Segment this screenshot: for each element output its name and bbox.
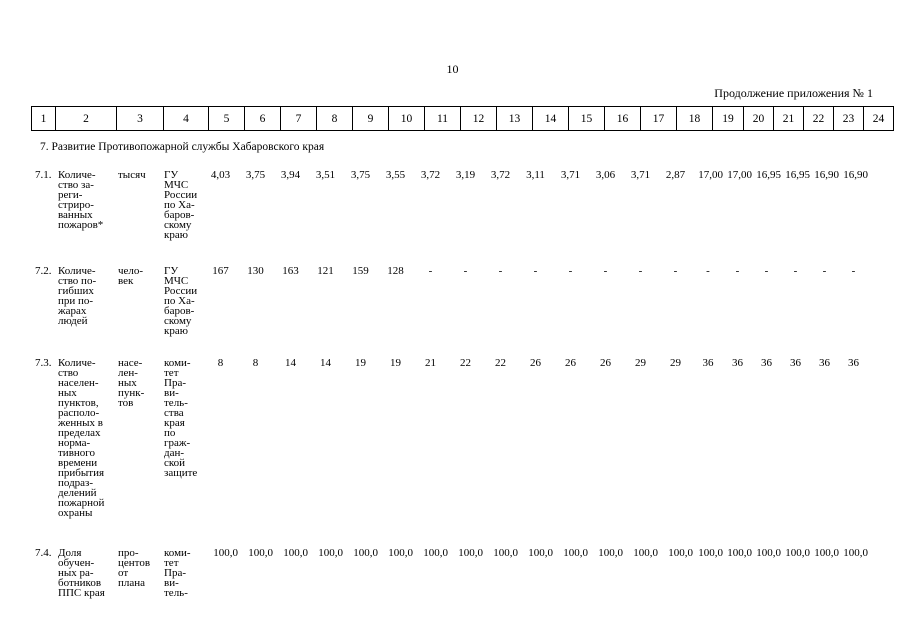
value-cell: 159 xyxy=(352,265,369,277)
value-cell: 16,90 xyxy=(843,169,868,181)
value-cell: 16,90 xyxy=(814,169,839,181)
header-col-2: 2 xyxy=(56,107,117,131)
value-cell: 100,0 xyxy=(388,547,413,559)
header-col-22: 22 xyxy=(804,107,834,131)
value-cell: 3,71 xyxy=(630,169,651,181)
value-cell: 100,0 xyxy=(727,547,752,559)
value-cell: 100,0 xyxy=(528,547,553,559)
value-cell: - xyxy=(822,265,827,277)
value-cell: 8 xyxy=(252,357,259,369)
value-cell: 100,0 xyxy=(423,547,448,559)
value-cell: 26 xyxy=(530,357,541,369)
continuation-label: Продолжение приложения № 1 xyxy=(714,86,873,100)
value-cell: 3,19 xyxy=(455,169,476,181)
header-col-4: 4 xyxy=(164,107,209,131)
value-cell: 3,75 xyxy=(350,169,371,181)
value-cell: 100,0 xyxy=(213,547,238,559)
value-cell: 36 xyxy=(819,357,830,369)
value-cell: - xyxy=(463,265,468,277)
header-col-14: 14 xyxy=(533,107,569,131)
header-col-24: 24 xyxy=(864,107,894,131)
value-cell: - xyxy=(568,265,573,277)
value-cell: 100,0 xyxy=(668,547,693,559)
value-cell: 100,0 xyxy=(698,547,723,559)
unit-cell: чело- век xyxy=(118,265,144,287)
value-cell: 17,00 xyxy=(698,169,723,181)
header-col-10: 10 xyxy=(389,107,425,131)
header-col-1: 1 xyxy=(32,107,56,131)
unit-cell: насе- лен- ных пунк- тов xyxy=(118,357,145,409)
value-cell: 19 xyxy=(390,357,401,369)
header-col-23: 23 xyxy=(834,107,864,131)
value-cell: - xyxy=(764,265,769,277)
header-col-3: 3 xyxy=(117,107,164,131)
value-cell: 14 xyxy=(285,357,296,369)
header-col-17: 17 xyxy=(641,107,677,131)
value-cell: 26 xyxy=(565,357,576,369)
value-cell: 163 xyxy=(282,265,299,277)
row-index: 7.3. xyxy=(35,357,52,369)
value-cell: 16,95 xyxy=(785,169,810,181)
value-cell: 130 xyxy=(247,265,264,277)
value-cell: 100,0 xyxy=(814,547,839,559)
value-cell: 3,94 xyxy=(280,169,301,181)
value-cell: - xyxy=(706,265,710,277)
value-cell: 128 xyxy=(387,265,404,277)
value-cell: 100,0 xyxy=(493,547,518,559)
value-cell: 26 xyxy=(600,357,611,369)
value-cell: 36 xyxy=(761,357,772,369)
header-col-16: 16 xyxy=(605,107,641,131)
header-col-15: 15 xyxy=(569,107,605,131)
value-cell: 100,0 xyxy=(248,547,273,559)
value-cell: 29 xyxy=(635,357,646,369)
value-cell: - xyxy=(533,265,538,277)
value-cell: 3,55 xyxy=(385,169,406,181)
header-col-13: 13 xyxy=(497,107,533,131)
source-cell: ГУ МЧС России по Ха- баров- скому краю xyxy=(164,169,198,241)
value-cell: 3,11 xyxy=(526,169,545,181)
value-cell: 14 xyxy=(320,357,331,369)
value-cell: 100,0 xyxy=(785,547,810,559)
indicator-name: Количе- ство за- реги- стриро- ванных пожаров* xyxy=(58,169,104,231)
header-col-5: 5 xyxy=(209,107,245,131)
row-index: 7.1. xyxy=(35,169,52,181)
header-col-6: 6 xyxy=(245,107,281,131)
value-cell: 36 xyxy=(732,357,743,369)
value-cell: 22 xyxy=(495,357,506,369)
value-cell: 100,0 xyxy=(843,547,868,559)
value-cell: 36 xyxy=(790,357,801,369)
value-cell: - xyxy=(851,265,856,277)
header-col-7: 7 xyxy=(281,107,317,131)
value-cell: 100,0 xyxy=(598,547,623,559)
value-cell: 36 xyxy=(848,357,859,369)
source-cell: коми- тет Пра- ви- тель- ства края по граж- дан- ской защите xyxy=(164,357,198,479)
value-cell: - xyxy=(673,265,678,277)
value-cell: 121 xyxy=(317,265,334,277)
value-cell: - xyxy=(638,265,643,277)
page-number: 10 xyxy=(446,62,459,76)
header-col-19: 19 xyxy=(713,107,744,131)
value-cell: 29 xyxy=(670,357,681,369)
value-cell: 100,0 xyxy=(458,547,483,559)
value-cell: 167 xyxy=(212,265,229,277)
value-cell: 3,71 xyxy=(560,169,581,181)
value-cell: 100,0 xyxy=(633,547,658,559)
value-cell: 100,0 xyxy=(756,547,781,559)
value-cell: 3,06 xyxy=(595,169,616,181)
header-row xyxy=(32,107,894,131)
value-cell: 16,95 xyxy=(756,169,781,181)
value-cell: - xyxy=(603,265,608,277)
section-title: 7. Развитие Противопожарной службы Хабаровского края xyxy=(40,141,325,153)
header-col-18: 18 xyxy=(677,107,713,131)
row-index: 7.2. xyxy=(35,265,52,277)
row-index: 7.4. xyxy=(35,547,52,559)
value-cell: 22 xyxy=(460,357,471,369)
value-cell: 21 xyxy=(425,357,436,369)
value-cell: 2,87 xyxy=(665,169,686,181)
header-col-8: 8 xyxy=(317,107,353,131)
value-cell: 4,03 xyxy=(210,169,231,181)
value-cell: 3,51 xyxy=(315,169,336,181)
value-cell: 17,00 xyxy=(727,169,752,181)
indicator-name: Количе- ство по- гибших при по- жарах людей xyxy=(58,265,97,327)
value-cell: 100,0 xyxy=(353,547,378,559)
column-number-header xyxy=(31,106,894,131)
header-col-12: 12 xyxy=(461,107,497,131)
source-cell: коми- тет Пра- ви- тель- xyxy=(164,547,191,599)
value-cell: 100,0 xyxy=(283,547,308,559)
value-cell: 3,72 xyxy=(490,169,511,181)
unit-cell: тысяч xyxy=(118,169,146,181)
value-cell: 8 xyxy=(217,357,224,369)
value-cell: 3,75 xyxy=(245,169,266,181)
unit-cell: про- центов от плана xyxy=(118,547,151,589)
indicator-name: Доля обучен- ных ра- ботников ППС края xyxy=(58,547,105,599)
value-cell: 100,0 xyxy=(318,547,343,559)
value-cell: 100,0 xyxy=(563,547,588,559)
indicator-name: Количе- ство населен- ных пунктов, располо- женных в пределах норма- тивного времени прибытия подраз- делений пожарной охраны xyxy=(58,357,105,519)
value-cell: - xyxy=(793,265,798,277)
value-cell: 19 xyxy=(355,357,366,369)
header-col-11: 11 xyxy=(425,107,461,131)
value-cell: - xyxy=(428,265,433,277)
value-cell: - xyxy=(498,265,503,277)
header-col-20: 20 xyxy=(744,107,774,131)
header-col-9: 9 xyxy=(353,107,389,131)
value-cell: 36 xyxy=(702,357,714,369)
value-cell: - xyxy=(735,265,740,277)
source-cell: ГУ МЧС России по Ха- баров- скому краю xyxy=(164,265,198,337)
value-cell: 3,72 xyxy=(420,169,441,181)
header-col-21: 21 xyxy=(774,107,804,131)
